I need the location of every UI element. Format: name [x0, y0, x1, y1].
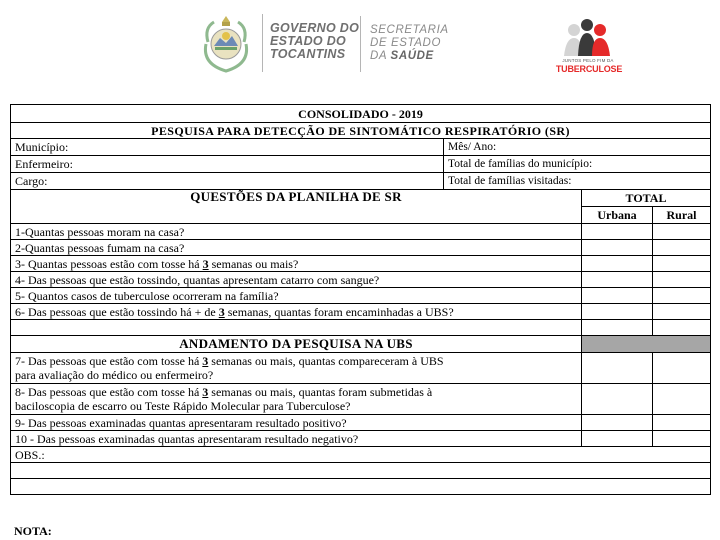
question-3-post: semanas ou mais? [208, 256, 299, 271]
sec-line-1: SECRETARIA [370, 24, 449, 36]
answer-rural[interactable] [653, 320, 711, 336]
answer-urbana[interactable] [582, 224, 653, 240]
question-1: 1-Quantas pessoas moram na casa? [11, 224, 582, 240]
answer-rural[interactable] [653, 353, 711, 384]
section-questions-title: QUESTÕES DA PLANILHA DE SR [11, 190, 582, 224]
total-familias-visitadas-field[interactable]: Total de famílias visitadas: [444, 173, 711, 190]
question-7-post: semanas ou mais, quantas compareceram à UBS [208, 354, 444, 368]
answer-urbana[interactable] [582, 288, 653, 304]
gov-line-2: ESTADO DO [270, 34, 347, 48]
question-2: 2-Quantas pessoas fumam na casa? [11, 240, 582, 256]
question-8 [11, 384, 582, 415]
question-7 [11, 353, 582, 384]
form-subtitle: PESQUISA PARA DETECÇÃO DE SINTOMÁTICO RESPIRATÓRIO (SR) [11, 123, 711, 139]
campaign-word: TUBERCULOSE [555, 64, 623, 74]
campaign-small-text: JUNTOS PELO FIM DA [562, 58, 614, 63]
total-header: TOTAL [582, 190, 711, 207]
answer-rural[interactable] [653, 288, 711, 304]
answer-urbana[interactable] [582, 304, 653, 320]
municipio-field[interactable]: Município: [11, 139, 444, 156]
answer-rural[interactable] [653, 304, 711, 320]
answer-rural[interactable] [653, 272, 711, 288]
header-divider [262, 14, 263, 72]
answer-rural[interactable] [653, 415, 711, 431]
sec-line-3 [370, 50, 449, 63]
secretariat-name [370, 24, 449, 63]
question-8-line2: baciloscopia de escarro ou Teste Rápido Molecular para Tuberculose? [15, 399, 351, 413]
shaded-cell [582, 336, 711, 353]
obs-field[interactable]: OBS.: [11, 447, 711, 463]
state-seal-icon [200, 14, 252, 74]
tuberculosis-campaign-icon [552, 14, 622, 86]
answer-rural[interactable] [653, 384, 711, 415]
answer-urbana[interactable] [582, 272, 653, 288]
obs-line[interactable] [11, 463, 711, 479]
answer-rural[interactable] [653, 256, 711, 272]
enfermeiro-field[interactable]: Enfermeiro: [11, 156, 444, 173]
question-10: 10 - Das pessoas examinadas quantas apresentaram resultado negativo? [11, 431, 582, 447]
weeks-number: 3 [202, 256, 209, 271]
question-5: 5- Quantos casos de tuberculose ocorreram na família? [11, 288, 582, 304]
answer-urbana[interactable] [582, 384, 653, 415]
question-6-post: semanas, quantas foram encaminhadas a UBS? [224, 304, 454, 319]
question-9: 9- Das pessoas examinadas quantas apresentaram resultado positivo? [11, 415, 582, 431]
sec-line-3-bold: SAÚDE [390, 50, 434, 62]
weeks-number: 3 [202, 354, 209, 368]
rural-header: Rural [653, 207, 711, 224]
section-ubs-title: ANDAMENTO DA PESQUISA NA UBS [11, 336, 582, 353]
question-7-pre: 7- Das pessoas que estão com tosse há [15, 354, 203, 368]
question-8-pre: 8- Das pessoas que estão com tosse há [15, 385, 203, 399]
answer-rural[interactable] [653, 224, 711, 240]
document-header [0, 0, 720, 96]
question-6-pre: 6- Das pessoas que estão tossindo há + de [15, 304, 219, 319]
question-3-pre: 3- Quantas pessoas estão com tosse há [15, 256, 203, 271]
total-familias-municipio-field[interactable]: Total de famílias do município: [444, 156, 711, 173]
weeks-number: 3 [218, 304, 225, 319]
form-title: CONSOLIDADO - 2019 [11, 105, 711, 123]
answer-urbana[interactable] [582, 320, 653, 336]
nota-label: NOTA: [14, 524, 52, 538]
answer-urbana[interactable] [582, 256, 653, 272]
answer-urbana[interactable] [582, 431, 653, 447]
question-8-post: semanas ou mais, quantas foram submetidas à [208, 385, 433, 399]
answer-urbana[interactable] [582, 415, 653, 431]
consolidated-form [10, 104, 711, 495]
answer-urbana[interactable] [582, 353, 653, 384]
urbana-header: Urbana [582, 207, 653, 224]
government-name [270, 22, 359, 61]
weeks-number: 3 [202, 385, 209, 399]
question-3 [11, 256, 582, 272]
mes-ano-field[interactable]: Mês/ Ano: [444, 139, 711, 156]
gov-line-1: GOVERNO DO [270, 21, 360, 35]
sec-line-2: DE ESTADO [370, 37, 442, 49]
answer-urbana[interactable] [582, 240, 653, 256]
blank-row [11, 320, 582, 336]
answer-rural[interactable] [653, 431, 711, 447]
question-6 [11, 304, 582, 320]
question-7-line2: para avaliação do médico ou enfermeiro? [15, 368, 214, 382]
answer-rural[interactable] [653, 240, 711, 256]
gov-line-3: TOCANTINS [270, 47, 346, 61]
header-divider-2 [360, 16, 361, 72]
question-4: 4- Das pessoas que estão tossindo, quantas apresentam catarro com sangue? [11, 272, 582, 288]
obs-line[interactable] [11, 479, 711, 495]
cargo-field[interactable]: Cargo: [11, 173, 444, 190]
sec-line-3-text: DA [370, 50, 387, 62]
